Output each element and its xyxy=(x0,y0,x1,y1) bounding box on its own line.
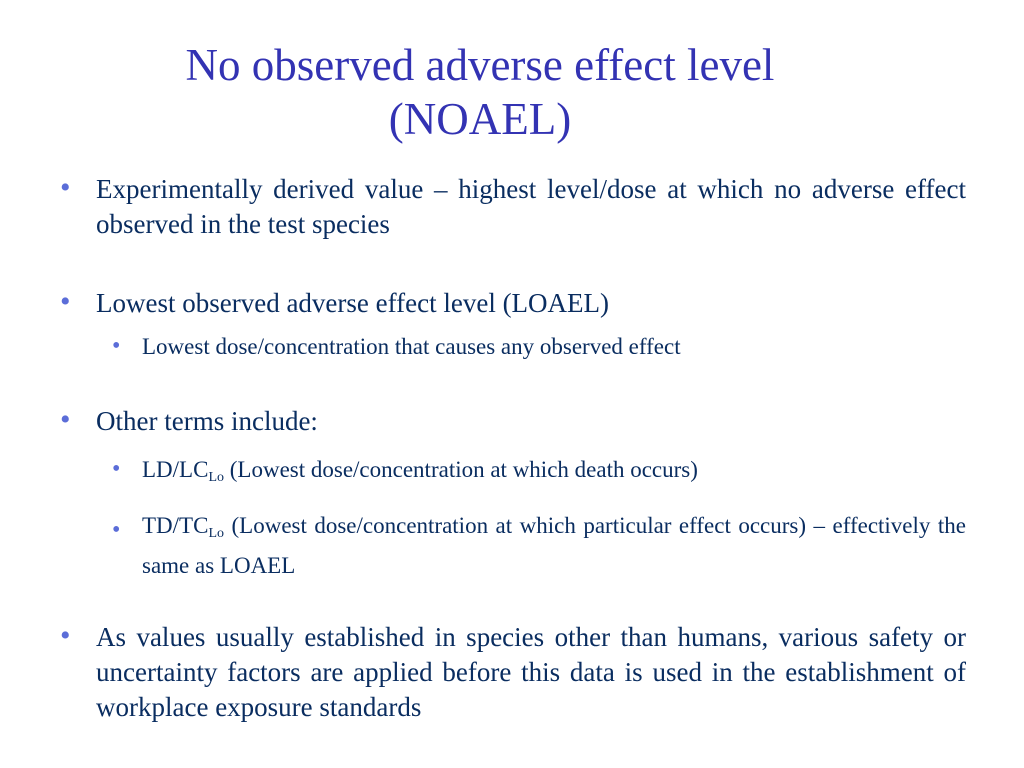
slide-title-line-2: (NOAEL) xyxy=(388,94,572,144)
sub-bullet-subscript: Lo xyxy=(208,526,225,541)
bullet-text: Experimentally derived value – highest level/dose at which no adverse effect observed in the test species xyxy=(96,174,966,239)
bullet-text: Other terms include: xyxy=(96,406,318,436)
sub-bullet-text: (Lowest dose/concentration at which death occurs) xyxy=(224,457,698,482)
bullet-icon: • xyxy=(60,403,71,436)
bullet-item-3 xyxy=(60,403,966,439)
bullet-text: Lowest observed adverse effect level (LOAEL) xyxy=(96,288,610,318)
slide-title-line-1: No observed adverse effect level xyxy=(185,40,775,90)
sub-bullet-text: (Lowest dose/concentration at which particular effect occurs) – effectively the same as LOAEL xyxy=(142,513,966,578)
sub-bullet-item-3-2 xyxy=(112,506,966,586)
bullet-icon: • xyxy=(60,285,71,318)
bullet-icon: • xyxy=(60,619,71,652)
sub-bullet-icon: • xyxy=(112,517,121,543)
bullet-icon: • xyxy=(60,171,71,204)
sub-bullet-icon: • xyxy=(112,333,121,359)
bullet-text: As values usually established in species other than humans, various safety or uncertainty factors are applied before this data is used in the establishment of workplace exposure standards xyxy=(96,622,966,722)
sub-bullet-item-2-1 xyxy=(112,332,966,362)
bullet-item-2 xyxy=(60,285,966,321)
sub-bullet-prefix: LD/LC xyxy=(142,457,209,482)
sub-bullet-item-3-1 xyxy=(112,455,966,485)
sub-bullet-icon: • xyxy=(112,456,121,482)
bullet-item-1 xyxy=(60,171,966,242)
sub-bullet-text: Lowest dose/concentration that causes any observed effect xyxy=(142,334,681,359)
sub-bullet-subscript: Lo xyxy=(208,470,225,485)
sub-bullet-prefix: TD/TC xyxy=(142,513,209,538)
bullet-item-4 xyxy=(60,619,966,725)
